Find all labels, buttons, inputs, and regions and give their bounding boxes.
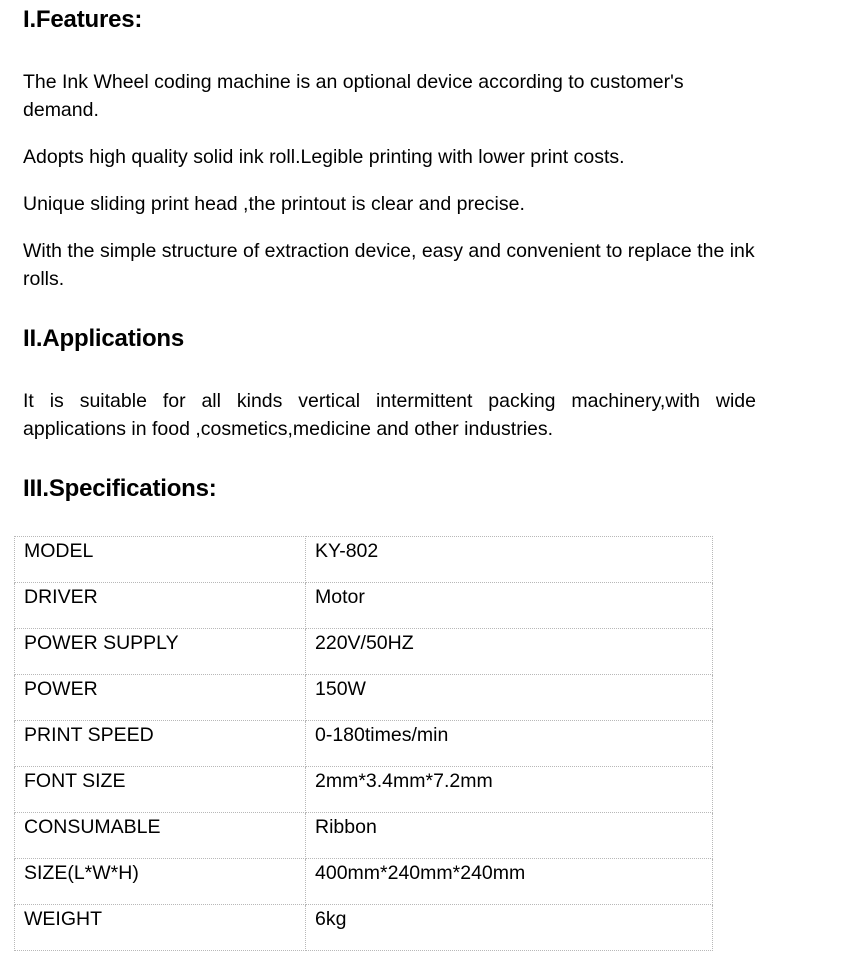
spec-label: PRINT SPEED — [15, 721, 306, 767]
spec-value: 6kg — [306, 905, 713, 951]
features-heading: I.Features: — [23, 6, 143, 33]
spec-value: 0-180times/min — [306, 721, 713, 767]
table-row — [15, 537, 713, 583]
features-paragraph-3: Unique sliding print head ,the printout is clear and precise. — [23, 193, 525, 215]
table-row — [15, 767, 713, 813]
specifications-heading: III.Specifications: — [23, 475, 217, 502]
spec-value: 220V/50HZ — [306, 629, 713, 675]
spec-label: POWER — [15, 675, 306, 721]
features-paragraph-1: The Ink Wheel coding machine is an optional device according to customer's demand. — [23, 71, 684, 121]
spec-value: 150W — [306, 675, 713, 721]
spec-label: WEIGHT — [15, 905, 306, 951]
table-row — [15, 583, 713, 629]
table-row — [15, 905, 713, 951]
features-paragraph-2: Adopts high quality solid ink roll.Legible printing with lower print costs. — [23, 146, 625, 168]
spec-label: DRIVER — [15, 583, 306, 629]
spec-label: CONSUMABLE — [15, 813, 306, 859]
spec-label: FONT SIZE — [15, 767, 306, 813]
table-row — [15, 813, 713, 859]
features-paragraph-4: With the simple structure of extraction device, easy and convenient to replace the ink rolls. — [23, 240, 755, 290]
table-row — [15, 721, 713, 767]
applications-paragraph: It is suitable for all kinds vertical intermittent packing machinery,with wide applications in food ,cosmetics,medicine and other industries. — [23, 390, 756, 440]
table-row — [15, 629, 713, 675]
table-row — [15, 675, 713, 721]
spec-label: MODEL — [15, 537, 306, 583]
table-row — [15, 859, 713, 905]
specifications-table — [14, 536, 713, 951]
spec-label: POWER SUPPLY — [15, 629, 306, 675]
spec-value: Motor — [306, 583, 713, 629]
spec-value: 2mm*3.4mm*7.2mm — [306, 767, 713, 813]
applications-heading: II.Applications — [23, 325, 185, 352]
spec-value: Ribbon — [306, 813, 713, 859]
spec-value: 400mm*240mm*240mm — [306, 859, 713, 905]
spec-label: SIZE(L*W*H) — [15, 859, 306, 905]
spec-value: KY-802 — [306, 537, 713, 583]
